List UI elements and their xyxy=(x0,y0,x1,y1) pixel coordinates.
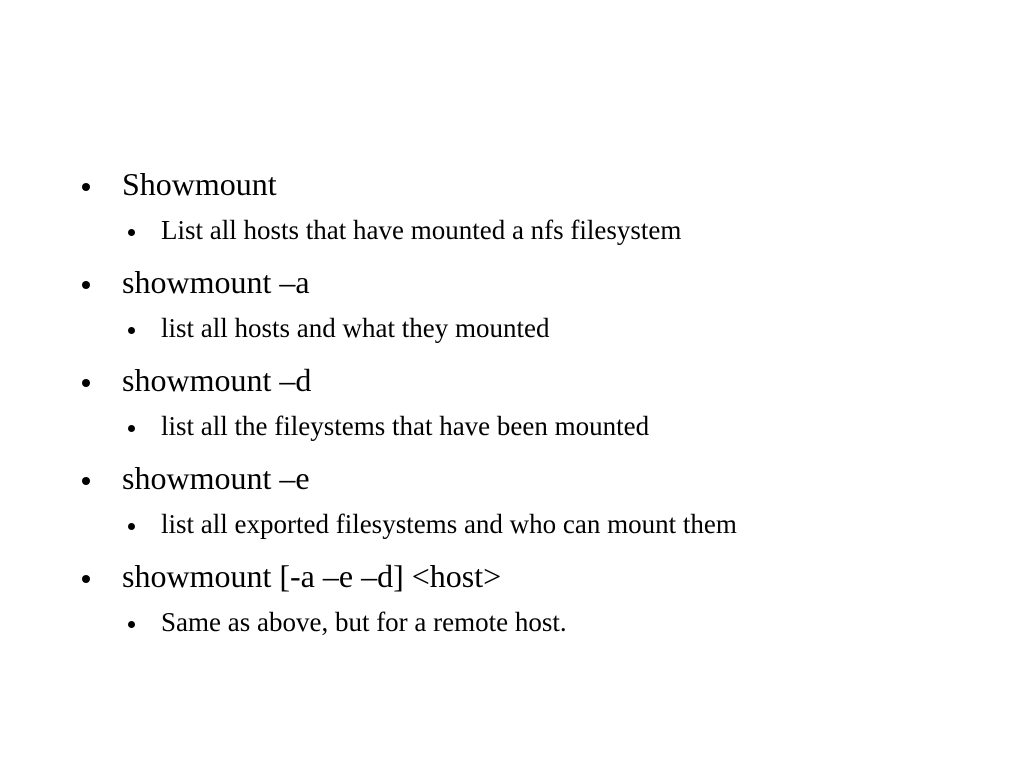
sub-bullet-row xyxy=(82,306,737,356)
sub-bullet-text: list all hosts and what they mounted xyxy=(161,313,550,343)
bullet-row xyxy=(82,552,737,600)
bullet-dot-icon xyxy=(82,281,90,289)
bullet-text: showmount –e xyxy=(122,460,310,496)
sub-bullet-text: List all hosts that have mounted a nfs filesystem xyxy=(161,215,682,245)
sub-bullet-dot-icon xyxy=(128,327,135,334)
sub-bullet-text: list all the fileystems that have been mounted xyxy=(161,411,650,441)
sub-bullet-dot-icon xyxy=(128,621,135,628)
bullet-dot-icon xyxy=(82,477,90,485)
sub-bullet-row xyxy=(82,404,737,454)
sub-bullet-dot-icon xyxy=(128,523,135,530)
bullet-text: Showmount xyxy=(122,166,277,202)
sub-bullet-text: list all exported filesystems and who can mount them xyxy=(161,509,737,539)
bullet-dot-icon xyxy=(82,575,90,583)
bullet-list xyxy=(82,160,737,650)
bullet-item xyxy=(82,258,737,356)
bullet-text: showmount –a xyxy=(122,264,310,300)
bullet-item xyxy=(82,356,737,454)
bullet-text: showmount [-a –e –d] <host> xyxy=(122,558,502,594)
bullet-item xyxy=(82,552,737,650)
bullet-row xyxy=(82,454,737,502)
bullet-row xyxy=(82,258,737,306)
bullet-item xyxy=(82,454,737,552)
sub-bullet-text: Same as above, but for a remote host. xyxy=(161,607,567,637)
bullet-text: showmount –d xyxy=(122,362,312,398)
bullet-item xyxy=(82,160,737,258)
sub-bullet-dot-icon xyxy=(128,425,135,432)
bullet-dot-icon xyxy=(82,183,90,191)
bullet-row xyxy=(82,356,737,404)
sub-bullet-row xyxy=(82,502,737,552)
bullet-row xyxy=(82,160,737,208)
sub-bullet-row xyxy=(82,208,737,258)
sub-bullet-row xyxy=(82,600,737,650)
bullet-dot-icon xyxy=(82,379,90,387)
sub-bullet-dot-icon xyxy=(128,229,135,236)
